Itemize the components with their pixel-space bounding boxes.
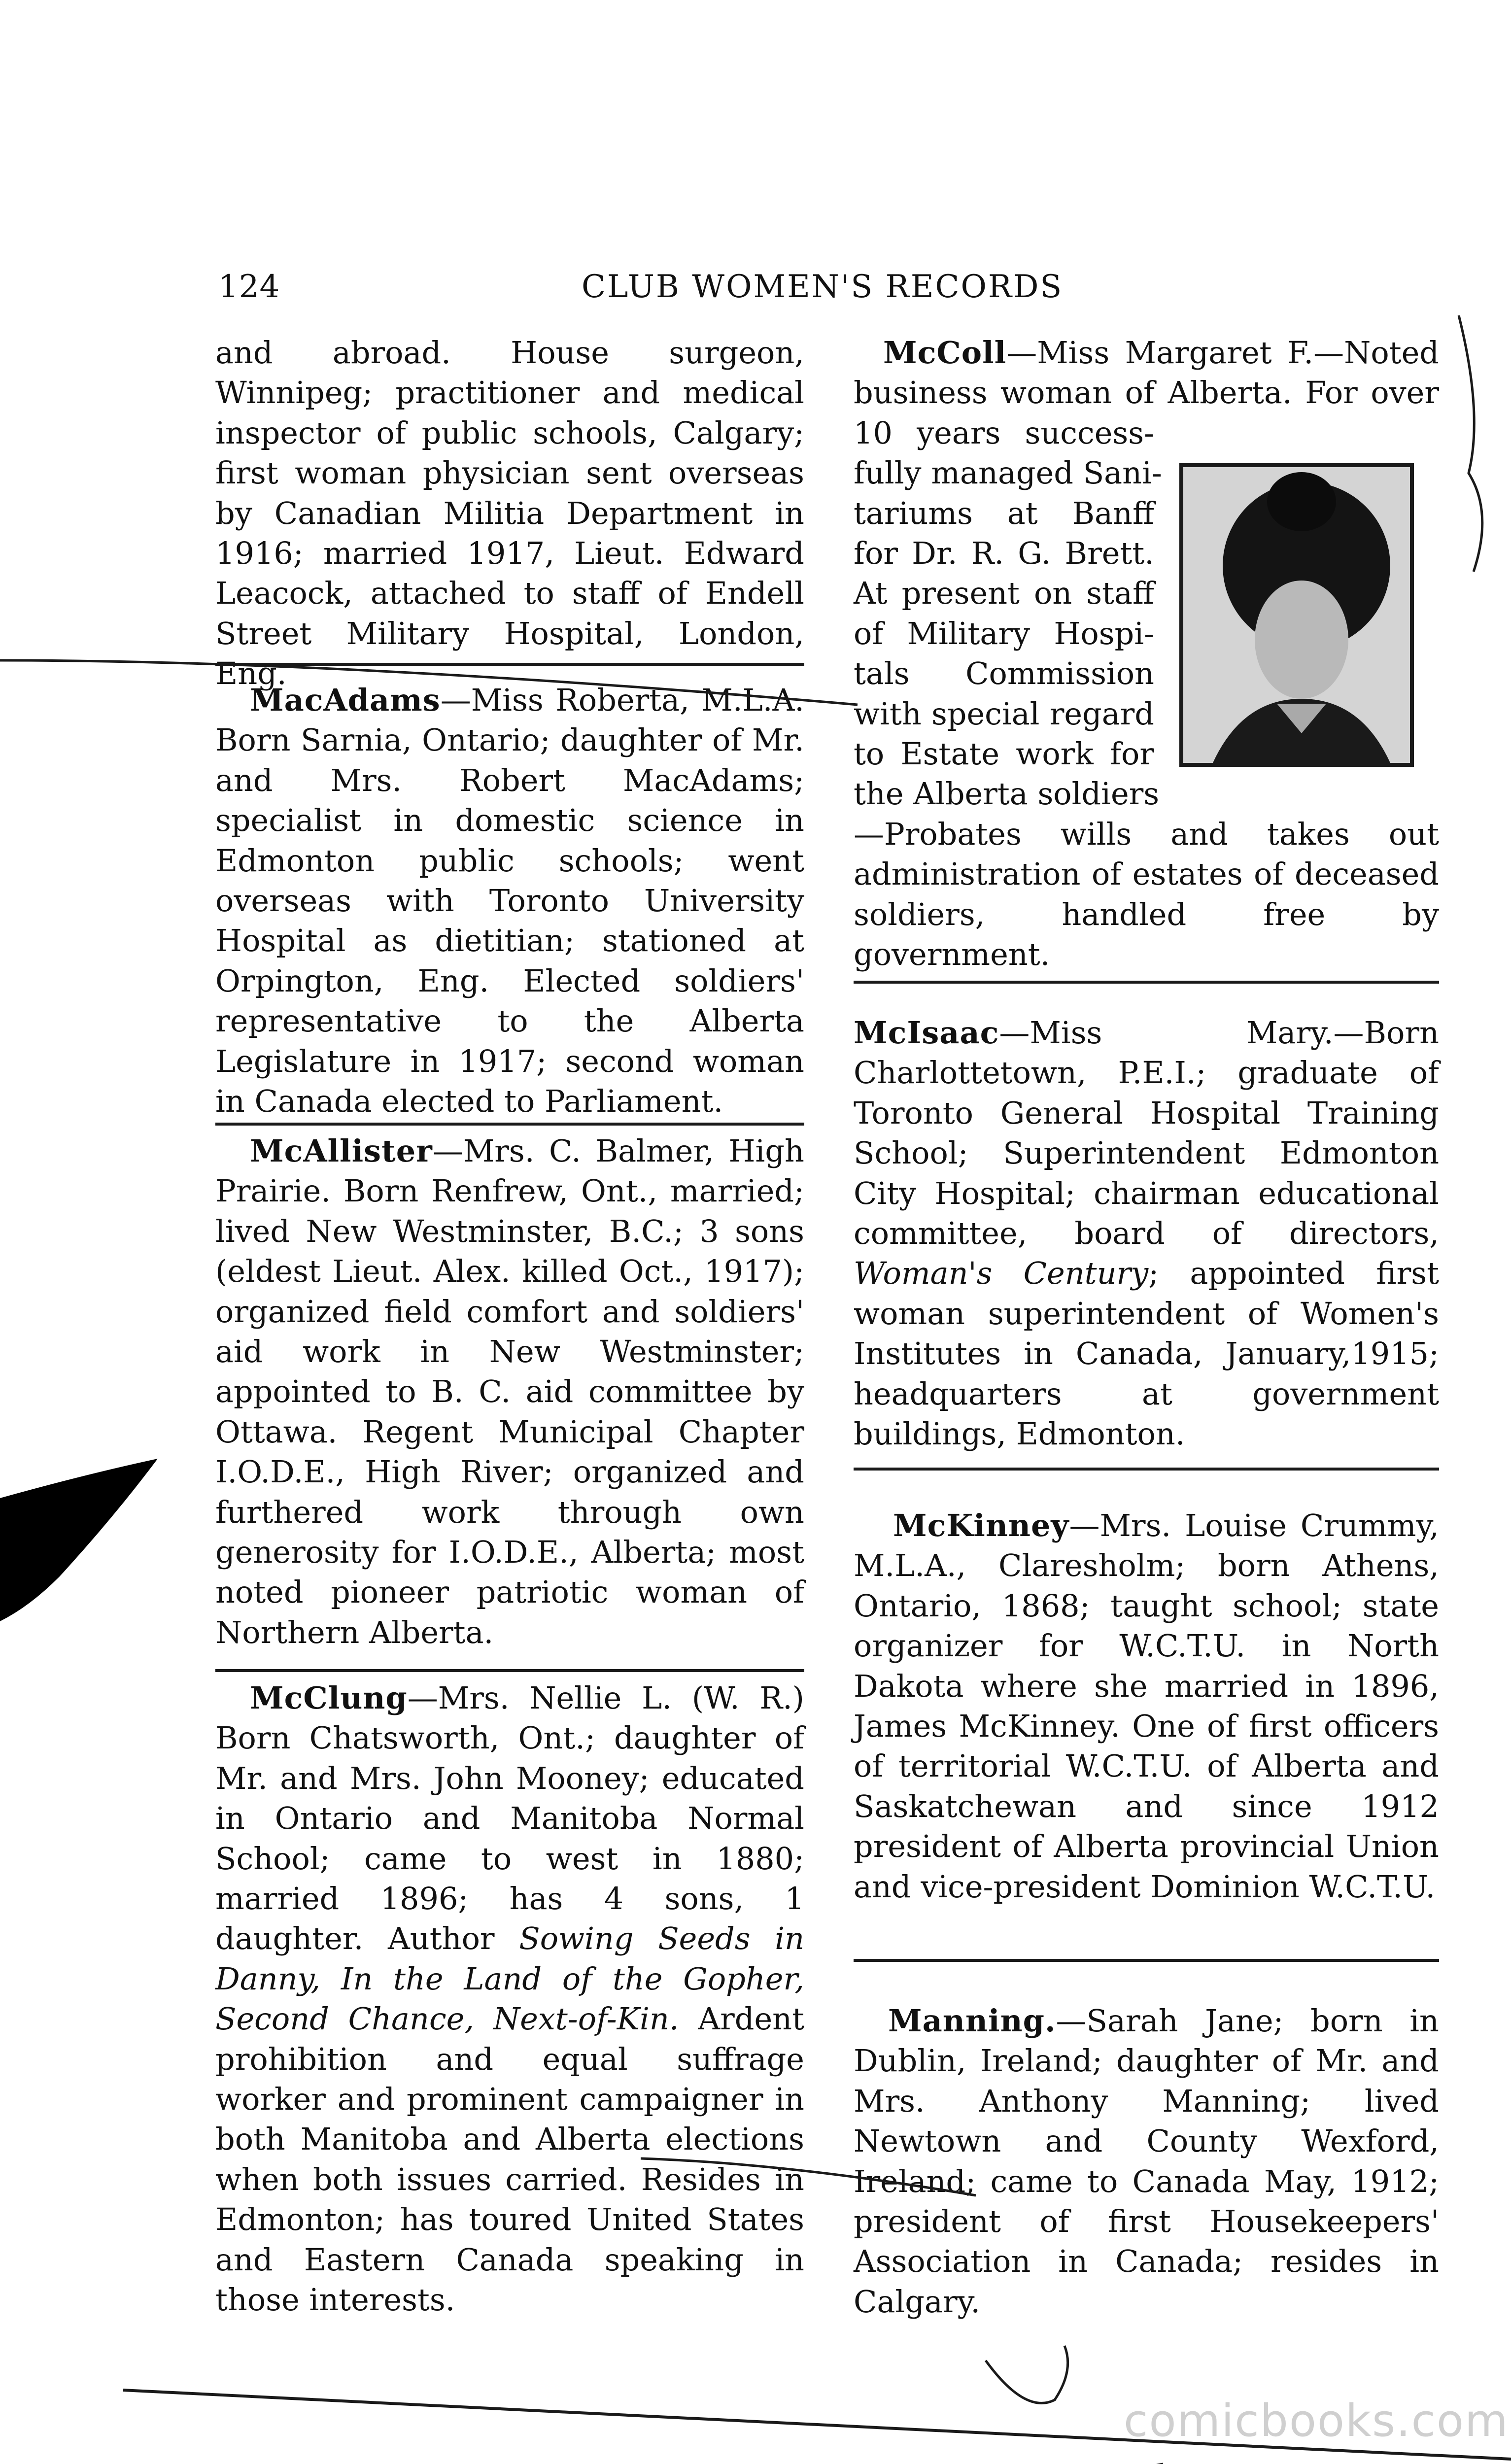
entry-body-line: the Alberta soldiers	[854, 776, 1160, 812]
entry-divider	[854, 1959, 1439, 1962]
portrait-image	[1183, 467, 1410, 763]
continuation-text: and abroad. House surgeon, Winnipeg; practitioner and medical inspector of public schools, Calgary; first woman physician sent overseas by Canadian Militia Department in 1916; married 1917, Lieut. Edward Leacock, attached to staff of Endell Street Military Hospital, London, Eng.	[215, 335, 804, 692]
entry-name: Manning.	[888, 2003, 1056, 2039]
entry-name: McKinney	[893, 1507, 1069, 1543]
entry-body-line: for Dr. R. G. Brett.	[854, 535, 1154, 572]
entry-body	[854, 2001, 1439, 2322]
entry-body-line: McColl—Miss Margaret F.—Noted	[883, 335, 1439, 371]
entry-body-line: 10 years success-	[854, 414, 1154, 451]
entry-mckinney	[854, 1506, 1439, 1907]
entry-name: McColl	[883, 335, 1007, 371]
periodical-title: Woman's Century	[854, 1255, 1149, 1292]
entry-body-line: tariums at Banff	[854, 495, 1154, 531]
entry-name: McIsaac	[854, 1015, 999, 1051]
entry-body	[854, 1013, 1439, 1454]
entry-name: MacAdams	[250, 682, 441, 718]
entry-macadams	[215, 680, 804, 1121]
entry-body-line: to Estate work for	[854, 736, 1154, 772]
portrait-photo	[1179, 463, 1414, 767]
entry-body-line: fully managed Sani-	[854, 455, 1162, 491]
entry-body	[215, 1131, 804, 1652]
entry-body-line: business woman of Alberta. For over	[854, 375, 1439, 411]
entry-text: —Sarah Jane; born in Dublin, Ireland; daughter of Mr. and Mrs. Anthony Manning; lived Newtown and County Wexford, Ireland; came to Canada May, 1912; president of first Housekeepers' Association in Canada; resides in Calgary.	[854, 2003, 1439, 2320]
entry-name: McAllister	[250, 1133, 433, 1169]
entry-body-line: At present on staff	[854, 575, 1154, 612]
entry-body	[215, 1678, 804, 2320]
entry-body	[215, 680, 804, 1121]
entry-text: —Miss Mary.—Born Charlottetown, P.E.I.; graduate of Toronto General Hospital Training School; Superintendent Edmonton City Hospital; chairman educational committee, board of directors,	[854, 1015, 1439, 1252]
running-title: CLUB WOMEN'S RECORDS	[582, 269, 1064, 305]
continuation-entry	[215, 333, 804, 694]
entry-text: —Probates wills and takes out administration of estates of deceased soldiers, handled free by government.	[854, 816, 1439, 973]
entry-mcisaac	[854, 1013, 1439, 1454]
pen-stroke-artifact	[1454, 315, 1511, 582]
entry-body	[854, 1506, 1439, 1907]
entry-text: —Miss Roberta, M.L.A. Born Sarnia, Ontario; daughter of Mr. and Mrs. Robert MacAdams; specialist in domestic science in Edmonton public schools; went overseas with Toronto University Hospital as dietitian; stationed at Orpington, Eng. Elected soldiers' representative to the Alberta Legislature in 1917; second woman in Canada elected to Parliament.	[215, 682, 804, 1120]
entry-text: —Mrs. Nellie L. (W. R.) Born Chatsworth, Ont.; daughter of Mr. and Mrs. John Mooney; educated in Ontario and Manitoba Normal School; came to west in 1880; married 1896; has 4 sons, 1 daughter. Author	[215, 1680, 804, 1957]
entry-divider	[854, 981, 1439, 984]
entry-manning	[854, 2001, 1439, 2322]
page-number: 124	[218, 269, 280, 305]
watermark: comicbooks.com	[1124, 2395, 1509, 2447]
entry-text: —Mrs. C. Balmer, High Prairie. Born Renfrew, Ont., married; lived New Westminster, B.C.; 3 sons (eldest Lieut. Alex. killed Oct., 1917); organized field comfort and soldiers' aid work in New Westminster; appointed to B. C. aid committee by Ottawa. Regent Municipal Chapter I.O.D.E., High River; organized and furthered work through own generosity for I.O.D.E., Alberta; most noted pioneer patriotic woman of Northern Alberta.	[215, 1133, 804, 1650]
entry-divider	[854, 1468, 1439, 1471]
scan-shadow-artifact	[0, 1459, 158, 1621]
entry-body-line: with special regard	[854, 695, 1154, 732]
entry-divider	[215, 1123, 804, 1126]
entry-divider	[215, 663, 804, 666]
entry-body-line: tals Commission	[854, 655, 1154, 692]
entry-mcallister	[215, 1131, 804, 1652]
entry-text: Ardent prohibition and equal suffrage worker and prominent campaigner in both Manitoba and Alberta elections when both issues carried. Resides in Edmonton; has toured United States and Eastern Canada speaking in those interests.	[215, 2001, 804, 2318]
entry-body-line: of Military Hospi-	[854, 615, 1154, 651]
entry-text: —Mrs. Louise Crummy, M.L.A., Claresholm; born Athens, Ontario, 1868; taught school; state organizer for W.C.T.U. in North Dakota where she married in 1896, James McKinney. One of first officers of territorial W.C.T.U. of Alberta and Saskatchewan and since 1912 president of Alberta provincial Union and vice-president Dominion W.C.T.U.	[854, 1507, 1439, 1905]
entry-mcclung	[215, 1678, 804, 2320]
entry-text: ; appointed first woman superintendent of Women's Institutes in Canada, January,1915; headquarters at government buildings, Edmonton.	[854, 1255, 1439, 1452]
entry-divider	[215, 1669, 804, 1672]
entry-name: McClung	[250, 1680, 408, 1716]
book-titles: Sowing Seeds in Danny, In the Land of the Gopher, Second Chance, Next-of-Kin.	[215, 1920, 805, 2037]
